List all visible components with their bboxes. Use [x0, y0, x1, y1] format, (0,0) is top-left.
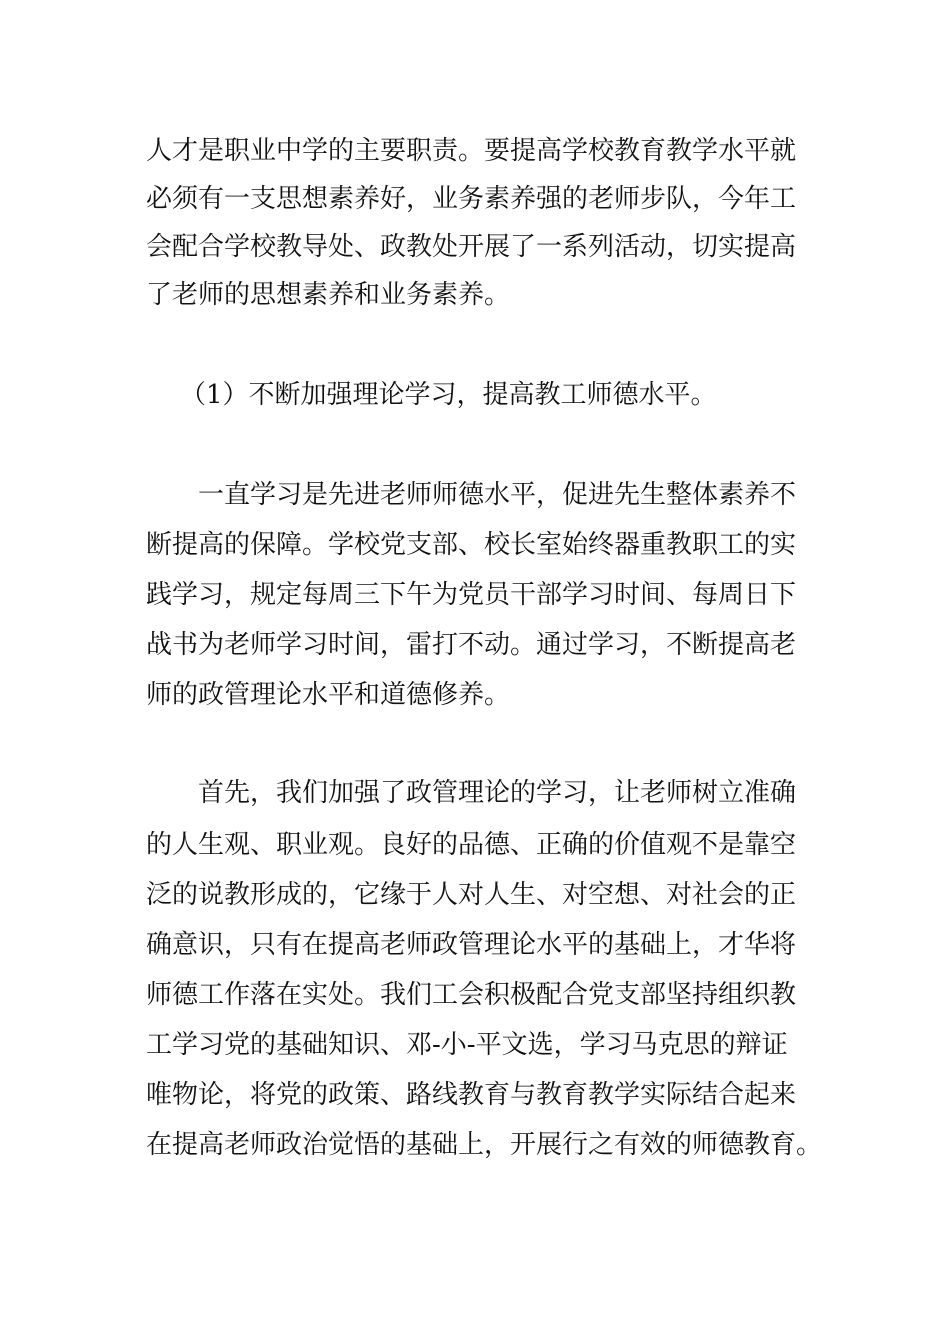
paragraph-1-line-3: 会配合学校教导处、政教处开展了一系列活动，切实提高	[146, 232, 797, 262]
paragraph-3-line-7: 唯物论，将党的政策、路线教育与教育教学实际结合起来	[146, 1080, 797, 1110]
paragraph-2-line-5: 师的政管理论水平和道德修养。	[146, 680, 511, 710]
paragraph-3-line-6: 工学习党的基础知识、邓-小-平文选，学习马克思的辩证	[146, 1030, 788, 1060]
paragraph-3-line-2: 的人生观、职业观。良好的品德、正确的价值观不是靠空	[146, 830, 797, 860]
paragraph-1-line-4: 了老师的思想素养和业务素养。	[146, 280, 511, 310]
section-heading: （1）不断加强理论学习，提高教工师德水平。	[180, 380, 717, 410]
paragraph-1-line-2: 必须有一支思想素养好，业务素养强的老师步队，今年工	[146, 184, 797, 214]
paragraph-2-line-1: 一直学习是先进老师师德水平，促进先生整体素养不	[198, 480, 797, 510]
paragraph-1-line-1: 人才是职业中学的主要职责。要提高学校教育教学水平就	[146, 136, 797, 166]
paragraph-3-line-8: 在提高老师政治觉悟的基础上，开展行之有效的师德教育。	[146, 1130, 823, 1160]
paragraph-2-line-4: 战书为老师学习时间，雷打不动。通过学习，不断提高老	[146, 630, 797, 660]
paragraph-3-line-4: 确意识，只有在提高老师政管理论水平的基础上，才华将	[146, 930, 797, 960]
paragraph-3-line-1: 首先，我们加强了政管理论的学习，让老师树立准确	[198, 778, 797, 808]
paragraph-2-line-2: 断提高的保障。学校党支部、校长室始终器重教职工的实	[146, 530, 797, 560]
paragraph-3-line-3: 泛的说教形成的，它缘于人对人生、对空想、对社会的正	[146, 880, 797, 910]
paragraph-3-line-5: 师德工作落在实处。我们工会积极配合党支部坚持组织教	[146, 980, 797, 1010]
paragraph-2-line-3: 践学习，规定每周三下午为党员干部学习时间、每周日下	[146, 580, 797, 610]
